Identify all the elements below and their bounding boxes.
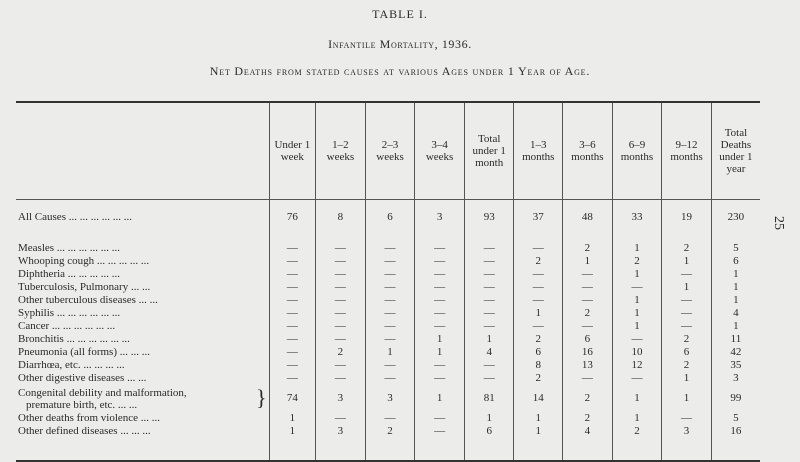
cell: 5 bbox=[711, 412, 760, 425]
cell: — bbox=[415, 412, 465, 425]
cell: 81 bbox=[464, 385, 514, 412]
cell: 5 bbox=[711, 242, 760, 255]
cell: — bbox=[316, 255, 366, 268]
cell: — bbox=[365, 359, 415, 372]
cell: 3 bbox=[316, 425, 366, 461]
table-row bbox=[16, 346, 760, 359]
congenital-row bbox=[16, 385, 760, 412]
cell: — bbox=[365, 320, 415, 333]
cell: — bbox=[365, 242, 415, 255]
cell: — bbox=[415, 425, 465, 461]
table-row bbox=[16, 333, 760, 346]
cell: 12 bbox=[612, 359, 662, 372]
cell: 1 bbox=[662, 281, 712, 294]
cell: — bbox=[415, 281, 465, 294]
row-label: Diphtheria ... ... ... ... ... bbox=[18, 268, 121, 280]
cell: 16 bbox=[563, 346, 613, 359]
cell: — bbox=[514, 281, 563, 294]
cell: — bbox=[415, 359, 465, 372]
row-label: Other digestive diseases ... ... bbox=[18, 372, 147, 384]
cell: 74 bbox=[269, 385, 316, 412]
cell: 1 bbox=[415, 333, 465, 346]
cell: 10 bbox=[612, 346, 662, 359]
cell: — bbox=[662, 294, 712, 307]
cell: 33 bbox=[612, 200, 662, 235]
cell: — bbox=[316, 281, 366, 294]
row-label: Pneumonia (all forms) ... ... ... bbox=[18, 346, 150, 358]
cell: — bbox=[464, 255, 514, 268]
cell: — bbox=[269, 346, 316, 359]
cell: 2 bbox=[612, 425, 662, 461]
cell: — bbox=[269, 255, 316, 268]
cell: — bbox=[563, 294, 613, 307]
cell: — bbox=[563, 281, 613, 294]
row-label: Congenital debility and malformation, premature birth, etc. ... ... } bbox=[18, 384, 267, 411]
cell: — bbox=[269, 268, 316, 281]
cell: — bbox=[662, 320, 712, 333]
table-row bbox=[16, 372, 760, 385]
cell: 2 bbox=[662, 359, 712, 372]
cell: 1 bbox=[711, 294, 760, 307]
cell: — bbox=[316, 242, 366, 255]
cell: — bbox=[662, 268, 712, 281]
column-header: Total Deaths under 1 year bbox=[711, 102, 760, 200]
cell: 6 bbox=[662, 346, 712, 359]
table-row bbox=[16, 307, 760, 320]
row-label: Tuberculosis, Pulmonary ... ... bbox=[18, 281, 151, 293]
cell: 11 bbox=[711, 333, 760, 346]
cell: — bbox=[563, 320, 613, 333]
cell: 1 bbox=[612, 307, 662, 320]
row-label: Diarrhœa, etc. ... ... ... ... bbox=[18, 359, 125, 371]
cell: — bbox=[514, 268, 563, 281]
cell: — bbox=[269, 307, 316, 320]
column-header: 2–3 weeks bbox=[365, 102, 415, 200]
spacer-row bbox=[16, 234, 760, 242]
cell: 1 bbox=[415, 385, 465, 412]
cell: — bbox=[563, 372, 613, 385]
cell: — bbox=[415, 372, 465, 385]
cell: 2 bbox=[563, 242, 613, 255]
cell: — bbox=[365, 412, 415, 425]
cell: 1 bbox=[269, 425, 316, 461]
cell: — bbox=[365, 281, 415, 294]
cell: — bbox=[269, 372, 316, 385]
row-label: Syphilis ... ... ... ... ... ... bbox=[18, 307, 121, 319]
cell: — bbox=[415, 242, 465, 255]
all-causes-row bbox=[16, 200, 760, 235]
cell: 2 bbox=[662, 333, 712, 346]
table-caption: Net Deaths from stated causes at various Ages under 1 Year of Age. bbox=[209, 64, 591, 78]
cell: — bbox=[612, 281, 662, 294]
cell: — bbox=[316, 320, 366, 333]
column-header: 1–2 weeks bbox=[316, 102, 366, 200]
cell: 93 bbox=[464, 200, 514, 235]
column-header: 1–3 months bbox=[514, 102, 563, 200]
cell: — bbox=[612, 372, 662, 385]
cell: 3 bbox=[415, 200, 465, 235]
cell: — bbox=[365, 372, 415, 385]
cell: 1 bbox=[269, 412, 316, 425]
cell: 2 bbox=[514, 372, 563, 385]
cell: — bbox=[464, 359, 514, 372]
cell: — bbox=[365, 333, 415, 346]
cell: 1 bbox=[612, 268, 662, 281]
cell: — bbox=[662, 307, 712, 320]
cell: 4 bbox=[711, 307, 760, 320]
cell: 1 bbox=[514, 412, 563, 425]
cell: 1 bbox=[563, 255, 613, 268]
cell: — bbox=[514, 242, 563, 255]
cell: 2 bbox=[563, 412, 613, 425]
column-header: 3–6 months bbox=[563, 102, 613, 200]
cell: 35 bbox=[711, 359, 760, 372]
page-number: 25 bbox=[771, 216, 786, 230]
table-title: TABLE I. bbox=[372, 7, 428, 21]
cell: 1 bbox=[612, 294, 662, 307]
cell: 1 bbox=[612, 320, 662, 333]
cell: — bbox=[415, 255, 465, 268]
cell: 2 bbox=[563, 307, 613, 320]
cell: 2 bbox=[514, 333, 563, 346]
cell: — bbox=[269, 281, 316, 294]
cell: 8 bbox=[514, 359, 563, 372]
cell: — bbox=[365, 307, 415, 320]
cell: — bbox=[316, 372, 366, 385]
cell: — bbox=[316, 307, 366, 320]
cell: 19 bbox=[662, 200, 712, 235]
cell: 2 bbox=[514, 255, 563, 268]
cell: — bbox=[514, 294, 563, 307]
cell: — bbox=[316, 333, 366, 346]
table-row bbox=[16, 268, 760, 281]
cell: 1 bbox=[711, 281, 760, 294]
brace-icon: } bbox=[255, 384, 267, 410]
cell: — bbox=[415, 294, 465, 307]
cell: — bbox=[365, 294, 415, 307]
cell: 6 bbox=[514, 346, 563, 359]
cell: 3 bbox=[316, 385, 366, 412]
cell: 37 bbox=[514, 200, 563, 235]
row-label: Measles ... ... ... ... ... ... bbox=[18, 242, 121, 254]
cell: 3 bbox=[662, 425, 712, 461]
cell: — bbox=[316, 268, 366, 281]
cell: 230 bbox=[711, 200, 760, 235]
row-label: All Causes ... ... ... ... ... ... bbox=[18, 210, 132, 223]
table-row bbox=[16, 242, 760, 255]
column-header: 3–4 weeks bbox=[415, 102, 465, 200]
cell: 1 bbox=[662, 255, 712, 268]
cell: — bbox=[316, 294, 366, 307]
cell: — bbox=[415, 268, 465, 281]
cell: 1 bbox=[464, 412, 514, 425]
row-label: Other defined diseases ... ... ... bbox=[18, 425, 151, 437]
cell: 4 bbox=[464, 346, 514, 359]
cell: — bbox=[269, 333, 316, 346]
cell: 6 bbox=[711, 255, 760, 268]
header-row bbox=[16, 102, 760, 200]
row-label: Whooping cough ... ... ... ... ... bbox=[18, 255, 150, 267]
cell: 1 bbox=[464, 333, 514, 346]
cell: 2 bbox=[365, 425, 415, 461]
cell: 3 bbox=[711, 372, 760, 385]
cell: — bbox=[269, 242, 316, 255]
row-label: Bronchitis ... ... ... ... ... ... bbox=[18, 333, 130, 345]
cell: 1 bbox=[612, 242, 662, 255]
cell: 6 bbox=[563, 333, 613, 346]
cell: — bbox=[563, 268, 613, 281]
table-row bbox=[16, 359, 760, 372]
cell: — bbox=[662, 412, 712, 425]
cell: 2 bbox=[563, 385, 613, 412]
row-label: Other tuberculous diseases ... ... bbox=[18, 294, 158, 306]
cell: 8 bbox=[316, 200, 366, 235]
table-row bbox=[16, 294, 760, 307]
cell: — bbox=[464, 281, 514, 294]
cell: — bbox=[464, 320, 514, 333]
cell: 6 bbox=[365, 200, 415, 235]
cell: 76 bbox=[269, 200, 316, 235]
cell: 6 bbox=[464, 425, 514, 461]
cell: 13 bbox=[563, 359, 613, 372]
column-header: 6–9 months bbox=[612, 102, 662, 200]
cell: 1 bbox=[612, 412, 662, 425]
cell: — bbox=[464, 307, 514, 320]
cell: 1 bbox=[711, 320, 760, 333]
row-label-header bbox=[16, 102, 269, 200]
column-header: Under 1 week bbox=[269, 102, 316, 200]
cell: 48 bbox=[563, 200, 613, 235]
cell: 1 bbox=[711, 268, 760, 281]
cell: 1 bbox=[514, 307, 563, 320]
row-label: Cancer ... ... ... ... ... ... bbox=[18, 320, 116, 332]
table-row bbox=[16, 320, 760, 333]
cell: — bbox=[316, 412, 366, 425]
cell: 16 bbox=[711, 425, 760, 461]
column-header: 9–12 months bbox=[662, 102, 712, 200]
cell: 1 bbox=[365, 346, 415, 359]
cell: — bbox=[464, 268, 514, 281]
cell: — bbox=[269, 359, 316, 372]
table-row bbox=[16, 425, 760, 461]
cell: 2 bbox=[316, 346, 366, 359]
cell: 1 bbox=[662, 385, 712, 412]
cell: — bbox=[464, 294, 514, 307]
cell: 1 bbox=[612, 385, 662, 412]
cell: 99 bbox=[711, 385, 760, 412]
mortality-table bbox=[16, 101, 760, 462]
table-row bbox=[16, 255, 760, 268]
cell: — bbox=[415, 320, 465, 333]
cell: 2 bbox=[612, 255, 662, 268]
column-header: Total under 1 month bbox=[464, 102, 514, 200]
cell: 3 bbox=[365, 385, 415, 412]
cell: — bbox=[514, 320, 563, 333]
cell: — bbox=[269, 320, 316, 333]
cell: 4 bbox=[563, 425, 613, 461]
row-label: Other deaths from violence ... ... bbox=[18, 412, 161, 424]
cell: — bbox=[464, 242, 514, 255]
table-subtitle: Infantile Mortality, 1936. bbox=[328, 37, 472, 51]
cell: 1 bbox=[415, 346, 465, 359]
cell: 2 bbox=[662, 242, 712, 255]
table-row bbox=[16, 412, 760, 425]
cell: — bbox=[365, 255, 415, 268]
cell: — bbox=[269, 294, 316, 307]
table-row bbox=[16, 281, 760, 294]
cell: — bbox=[415, 307, 465, 320]
cell: — bbox=[464, 372, 514, 385]
cell: 1 bbox=[514, 425, 563, 461]
cell: — bbox=[365, 268, 415, 281]
cell: — bbox=[316, 359, 366, 372]
cell: — bbox=[612, 333, 662, 346]
cell: 1 bbox=[662, 372, 712, 385]
cell: 14 bbox=[514, 385, 563, 412]
cell: 42 bbox=[711, 346, 760, 359]
